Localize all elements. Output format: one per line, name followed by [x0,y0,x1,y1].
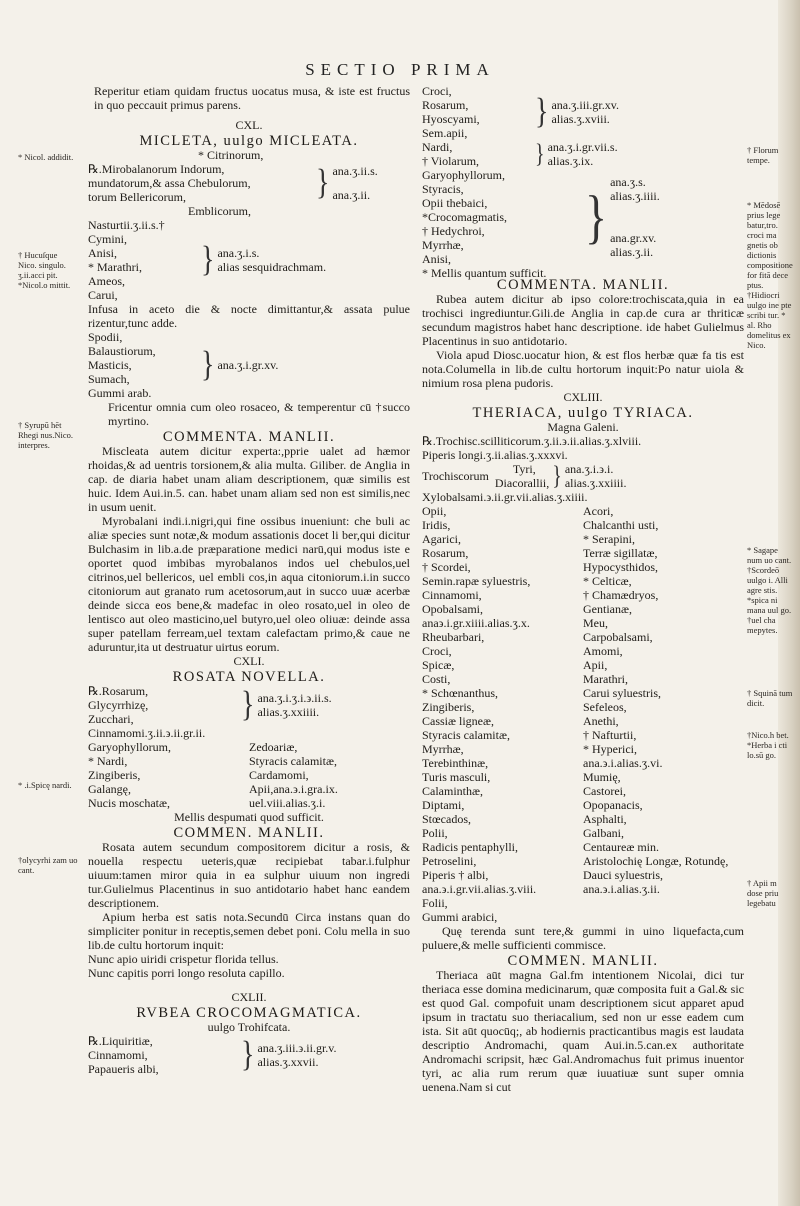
dose: alias.ʒ.xxiiii. [257,705,320,719]
ingredient: Gummi arab. [88,386,152,400]
ingredient: Calaminthæ, [422,784,483,798]
ingredient: Opobalsami, [422,602,483,616]
rubea-title: RVBEA CROCOMAGMATICA. [136,1005,362,1021]
ingredient: Ameos, [88,274,125,288]
ingredient: Galangę, [88,782,131,796]
verse-line: Nunc capitis porri longo resoluta capillo. [88,966,285,980]
ingredient: Nardi, [422,140,453,154]
ingredient: Diptami, [422,798,465,812]
ingredient: Turis masculi, [422,770,491,784]
ingredient: Amomi, [583,644,623,658]
rubea-recipe-cont-2 [422,140,744,168]
dose: alias sesquidrachmam. [217,260,327,274]
ingredient: † Violarum, [422,154,480,168]
dose: alias.ʒ.xxvii. [257,1055,319,1069]
ingredient: * Celticæ, [583,574,632,588]
ingredient: Tyri, [512,462,536,476]
ingredient: ana.϶.i.alias.ʒ.vi. [583,756,663,770]
ingredient: Rosarum, [422,98,469,112]
ingredient: Opii thebaici, [422,196,488,210]
theriaca-column-a [422,504,583,910]
ingredient: Styracis calamitæ, [249,754,337,768]
ingredient: Galbani, [583,826,624,840]
chapter-cxliii: CXLIII. [563,390,603,404]
ingredient: Cymini, [88,232,128,246]
ingredient: * Serapini, [583,532,635,546]
ingredient: * Citrinorum, [198,148,264,162]
dose: ana.ʒ.ii. [332,188,371,202]
dose: ana.ʒ.s. [610,175,646,189]
ingredient: Zingiberis, [422,700,475,714]
margin-note: †olycyrhi zam uo cant. [18,855,78,875]
dose: ana.ʒ.iii.gr.xv. [551,98,619,112]
dose: alias.ʒ.ii. [610,245,654,259]
brace: } [552,461,562,491]
ingredient: † Nafturtii, [583,728,637,742]
ingredient: ana.϶.i.alias.ʒ.ii. [583,882,660,896]
micleta-title: MICLETA, uulgo MICLEATA. [139,133,359,149]
ingredient: Nucis moschatæ, [88,796,170,810]
dose: ana.ʒ.i.s. [217,246,260,260]
ingredient: Meu, [583,616,608,630]
rosata-two-columns [88,740,410,810]
margin-note: * Sagape num uo cant. †Scordeō uulgo i. Alli agre stis. *spica ni mana uul go. †uel cha mepytes. [747,545,792,635]
ingredient: Carui syluestris, [583,686,661,700]
ingredient: Terebinthinæ, [422,756,489,770]
page-header: SECTIO PRIMA [305,60,495,79]
ingredient: Apii,ana.϶.i.gra.ix. [249,782,338,796]
ingredient: Centaureæ min. [583,840,659,854]
brace: } [241,684,255,725]
ingredient: * Nardi, [88,754,128,768]
ingredient: Opopanacis, [583,798,643,812]
ingredient: Nasturtii.ʒ.ii.s.† [88,218,165,232]
rubea-recipe-cont-1 [422,84,744,140]
ingredient: Carpobalsami, [583,630,653,644]
theriaca-subtitle: Magna Galeni. [547,420,619,434]
ingredient: Myrrhæ, [422,238,464,252]
ingredient: Garyophyllorum, [88,740,171,754]
ingredient: * Hyperici, [583,742,637,756]
brace: } [201,344,215,385]
ingredient: Papaueris albi, [88,1062,159,1076]
brace: } [585,183,608,250]
theriaca-column-b [583,504,744,910]
ingredient: Emblicorum, [188,204,251,218]
comment-paragraph: Viola apud Diosc.uocatur hion, & est flos herbæ quæ fa tis est nota.Columella in lib.de cultu hortorum inquit:Po natur uiola & nimium rosa plena pudoris. [422,348,744,390]
ingredient: Sumach, [88,372,130,386]
commenta-manlii-heading: COMMENTA. MANLII. [162,429,336,445]
ingredient: Spodii, [88,330,123,344]
brace: } [535,91,549,132]
margin-note: * Nicol. addidit. [18,152,74,162]
ingredient: Castorei, [583,784,626,798]
ingredient: Polii, [422,826,448,840]
ingredient: Apii, [583,658,608,672]
chapter-cxlii: CXLII. [231,990,267,1004]
dose: ana.ʒ.i.gr.xv. [217,358,279,372]
dose: alias.ʒ.ix. [547,154,594,168]
margin-note: * .i.Spicę nardi. [18,780,72,790]
commen-manlii-heading: COMMEN. MANLII. [507,953,659,969]
verse-line: Nunc apio uiridi crispetur florida tellus. [88,952,279,966]
brace: } [201,239,215,280]
infusa-paragraph: Infusa in aceto die & nocte dimittantur,& assata pulue rizentur,tunc adde. [88,302,410,330]
ingredient: Croci, [422,644,452,658]
brace: } [535,139,545,169]
ingredient: Terræ sigillatæ, [583,546,658,560]
ingredient: Cinnamomi.ʒ.ii.϶.ii.gr.ii. [88,726,206,740]
rubea-recipe-cont-3 [422,168,744,266]
ingredient: * Marathri, [88,260,142,274]
ingredient: Sem.apii, [422,126,468,140]
ingredient: Gentianæ, [583,602,632,616]
dose: ana.ʒ.i.gr.vii.s. [547,140,618,154]
ingredient: Myrrhæ, [422,742,464,756]
margin-note: * Mēdosē prius lege batur,tro. croci ma gnetis ob dictionis compositione for fitā dece ptus. †Hidiocri uulgo ine pte scribi tur. * al. Rho domelitus ex Nico. [747,200,793,350]
commenta-manlii-heading: COMMENTA. MANLII. [496,277,670,293]
dose: ana.ʒ.ii.s. [332,164,378,178]
dose: alias.ʒ.iiii. [610,189,660,203]
ingredient: Glycyrrhizę, [88,698,149,712]
ingredient: ℞.Trochisc.scilliticorum.ʒ.ii.϶.ii.alias.ʒ.xlviii. [422,434,642,448]
dose: alias.ʒ.xviii. [551,112,610,126]
instruction-paragraph: Quę terenda sunt tere,& gummi in uino liquefacta,cum puluere,& melle sufficienti commisce. [422,924,744,952]
ingredient: Hypocysthidos, [583,560,658,574]
left-column [88,84,410,1076]
brace: } [241,1034,255,1075]
mellis-line: * Mellis quantum sufficit. [422,266,547,280]
rubea-subtitle: uulgo Trohifcata. [207,1020,291,1034]
chapter-cxl: CXL. [235,118,263,132]
trochiscorum-line [422,462,744,490]
intro-paragraph: Reperitur etiam quidam fructus uocatus musa, & iste est fructus in quo peccauit primus parens. [94,84,410,112]
chapter-cxli: CXLI. [233,654,265,668]
ingredient: Diacorallii, [494,476,550,490]
ingredient: Asphalti, [583,812,627,826]
ingredient: Iridis, [422,518,451,532]
ingredient: Mumię, [583,770,621,784]
ingredient: ℞.Liquiritiæ, [88,1034,153,1048]
dose: ana.ʒ.i.ʒ.i.϶.ii.s. [257,691,332,705]
ingredient: Chalcanthi usti, [583,518,659,532]
rubea-recipe [88,1034,410,1076]
ingredient: Hyoscyami, [422,112,480,126]
ingredient: * Schœnanthus, [422,686,498,700]
ingredient: Gummi arabici, [422,910,498,924]
right-column [422,84,744,1094]
ingredient: Styracis calamitæ, [422,728,510,742]
ingredient: Rosarum, [422,546,469,560]
ingredient: Styracis, [422,182,464,196]
ingredient: Cardamomi, [249,768,309,782]
ingredient: Opii, [422,504,447,518]
ingredient: ℞.Mirobalanorum Indorum, [88,162,225,176]
ingredient: ℞.Rosarum, [88,684,149,698]
dose: ana.ʒ.iii.϶.ii.gr.v. [257,1041,337,1055]
theriaca-title: THERIACA, uulgo TYRIACA. [472,405,694,421]
ingredient: *Crocomagmatis, [422,210,507,224]
mellis-line: Mellis despumati quod sufficit. [174,810,324,824]
theriaca-two-columns [422,504,744,910]
dose: alias.ʒ.xxiiii. [564,476,627,490]
ingredient: Cassiæ ligneæ, [422,714,495,728]
ingredient: mundatorum,& assa Chebulorum, [88,176,251,190]
commen-manlii-heading: COMMEN. MANLII. [173,825,325,841]
dose: ana.gr.xv. [610,231,657,245]
ingredient: Balaustiorum, [88,344,156,358]
comment-paragraph: Myrobalani indi.i.nigri,qui fine ossibus inueniunt: che buli ac aliæ species sunt notæ,& modum assationis docet li ber,qui dicitur Bulchasim in lib.a.de præparatione medici narū,qui modus iste e oportet quod imbibas myrobalanos indos uel chebulos,uel citrinos,uel bellericos, uel embli cos,in aqua citoniorum.i.in succo citoniorum aut granato rum acetosorum,aut in succo uuæ acerbæ deinde sicca eos bene,& madefac in oleo rosato,uel in oleo de lentisco aut oleo masticino,uel butyro,uel oleo oliuæ: deinde assa super patellam ferream,uel textam calefactam primo,& caue ne aduruntur,ita ut destruatur uirtus eorum. [88,514,410,654]
ingredient: Stœcados, [422,812,471,826]
ingredient: Aristolochię Longæ, Rotundę, [583,854,729,868]
ingredient: Anisi, [88,246,118,260]
comment-paragraph: Rubea autem dicitur ab ipso colore:trochiscata,quia in ea trochisci ingrediuntur.Gili.de Anglia in cap.de cura ar thriticæ secundum magistros habet hanc descriptione. ide habet Gulielmus Placentinus in suo antidotario. [422,292,744,348]
ingredient: Masticis, [88,358,132,372]
ingredient: † Scordei, [422,560,471,574]
ingredient: uel.viii.alias.ʒ.i. [249,796,326,810]
margin-note: † Apii m dose priu legebatu [747,878,779,908]
margin-note: † Syrupū hēt Rhegi nus.Nico. interpres. [18,420,74,450]
margin-note: † Squinā tum dicit. [747,688,793,708]
ingredient: Carui, [88,288,118,302]
ingredient: Rheubarbari, [422,630,485,644]
ingredient: Dauci syluestris, [583,868,663,882]
comment-paragraph: Miscleata autem dicitur experta:,pprie ualet ad hæmor rhoidas,& ad uentris torsionem,& alia multa. Giliber. de Anglia in cap. de diaria habet unam aliam descriptionem, quæ similis est huic. Idem Aui.in.5. can. habet unam aliam sed non est similis,nec in usum uenit. [88,444,410,514]
rosata-recipe-1 [88,684,410,726]
ingredient: ana϶.i.gr.xiiii.alias.ʒ.x. [422,616,530,630]
ingredient: Croci, [422,84,452,98]
ingredient: Radicis pentaphylli, [422,840,518,854]
ingredient: Piperis longi.ʒ.ii.alias.ʒ.xxxvi. [422,448,568,462]
ingredient: Trochiscorum [422,469,489,483]
margin-note: † Florum tempe. [747,145,779,165]
ingredient: Zedoariæ, [249,740,298,754]
ingredient: Acori, [583,504,614,518]
ingredient: Semin.rapæ syluestris, [422,574,531,588]
ingredient: Garyophyllorum, [422,168,505,182]
brace: } [316,162,330,203]
micleta-recipe-1 [88,148,410,218]
ingredient: Piperis † albi, [422,868,489,882]
ingredient: Anethi, [583,714,619,728]
margin-note: † Hucuſque Nico. singulo. ʒ.ii.acci pit. *Nicol.o mittit. [18,250,71,290]
ingredient: † Chamædryos, [583,588,659,602]
ingredient: Zingiberis, [88,768,141,782]
ingredient: Folii, [422,896,448,910]
micleta-recipe-3 [88,330,410,400]
ingredient: Spicæ, [422,658,455,672]
fricentur-paragraph: Fricentur omnia cum oleo rosaceo, & temperentur cū †succo myrtino. [108,400,410,428]
comment-paragraph: Theriaca aūt magna Gal.fm intentionem Nicolai, dici tur theriaca esse domina medicinarum, quæ composita fuit a Gal.& sic est quod Gal. compofuit unam descriptionem sicut apparet apud ipsum in tractatu suo theriacalium, sed non ur esse eadem cum ista. Sit aūt quocūq;, ab hodiernis practicantibus magis est laudata descriptio Andromachi, quam Aui.in.5.can.ex authoritate Andromachi scripsit, hæc Gal.Andromachus fuit primus inuentor tyri, ac alia rum rerum quæ iuuatiuæ sunt super omnia uenena.Nam si cut [422,968,744,1094]
ingredient: Costi, [422,672,451,686]
comment-paragraph: Apium herba est satis nota.Secundū Circa instans quan do simpliciter ponitur in receptis,semen debet poni. Colu mella in suo lib.de cultu hortorum inquit: [88,910,410,952]
ingredient: torum Bellericorum, [88,190,186,204]
ingredient: Cinnamomi, [88,1048,148,1062]
ingredient: Agarici, [422,532,461,546]
ingredient: Xylobalsami.϶.ii.gr.vii.alias.ʒ.xiiii. [422,490,588,504]
ingredient: Cinnamomi, [422,588,482,602]
ingredient: ana.϶.i.gr.vii.alias.ʒ.viii. [422,882,537,896]
ingredient: Sefeleos, [583,700,627,714]
ingredient: Zucchari, [88,712,134,726]
comment-paragraph: Rosata autem secundum compositorem dicitur a rosis, & nouella respectu ueteris,quæ recipiebat tabar.i.fulphur uiuum:tamen miror quia in ea sulphur uiuum non ingredi tur.Gulielmus Placentinus in suo antidotario habet hanc eandem descriptionem. [88,840,410,910]
ingredient: Marathri, [583,672,628,686]
dose: ana.ʒ.i.϶.i. [564,462,614,476]
rosata-title: ROSATA NOVELLA. [172,669,326,685]
ingredient: Petroselini, [422,854,477,868]
ingredient: † Hedychroi, [422,224,485,238]
ingredient: Anisi, [422,252,452,266]
micleta-recipe-2 [88,218,410,302]
margin-note: †Nico.h bet. *Herba i cti lo.sū go. [747,730,789,760]
